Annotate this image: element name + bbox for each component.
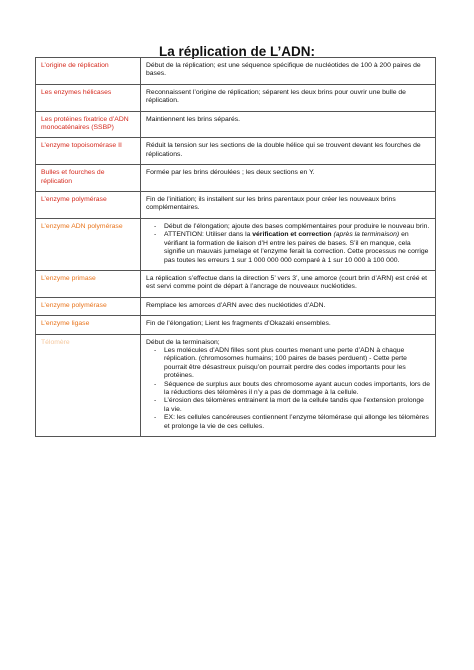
definition-cell: Début de la réplication; est une séquence spécifique de nucléotides de 100 à 200 paires de bases. <box>141 58 436 85</box>
replication-table <box>35 57 436 437</box>
definition-cell: Maintiennent les brins séparés. <box>141 111 436 138</box>
definition-cell: Fin de l’élongation; Lient les fragments d’Okazaki ensembles. <box>141 316 436 334</box>
table-row <box>36 334 436 436</box>
list-item-text: en vérifiant la formation de liaison d’H entre les paires de bases. S’il en manque, cela signifie un mauvais jumelage et l’enzyme ferait la correction. Cette processus ne corrige pas toutes les erreurs 1 sur 1 000 000 000 comparé à 1 sur 10 000 à 100 000. <box>164 231 429 264</box>
list-item: - L’érosion des télomères entrainent la mort de la cellule tandis que l’extension prolonge la vie. <box>146 397 430 414</box>
definition-cell: La réplication s’effectue dans la direction 5’ vers 3’, une amorce (court brin d’ARN) est créé et est servi comme point de départ à l’ancrage de nouveaux nucléotides. <box>141 270 436 297</box>
list-item-text: Début de l’élongation; ajoute des bases complémentaires pour produire le nouveau brin. <box>164 222 430 230</box>
italic-text: (après la terminaison) <box>331 231 400 239</box>
table-row <box>36 84 436 111</box>
term-cell: L’origine de réplication <box>36 58 141 85</box>
table-row <box>36 297 436 315</box>
list-item: - Séquence de surplus aux bouts des chromosome ayant aucun codes importants, lors de la réductions des télomères il n’y a pas de dommage à la cellule. <box>146 381 430 398</box>
page-title: La réplication de L’ADN: <box>158 44 316 59</box>
table-row <box>36 192 436 219</box>
definition-list <box>146 347 430 431</box>
table-row <box>36 270 436 297</box>
definition-cell: Reconnaissent l’origine de réplication; séparent les deux brins pour ouvrir une bulle de réplication. <box>141 84 436 111</box>
definition-cell: Formée par les brins déroulées ; les deux sections en Y. <box>141 165 436 192</box>
term-cell: Les protéines fixatrice d’ADN monocaténaires (SSBP) <box>36 111 141 138</box>
definition-intro: Début de la terminaison; <box>146 338 220 346</box>
definition-cell: Fin de l’initiation; ils installent sur les brins parentaux pour créer les nouveaux brins complémentaires. <box>141 192 436 219</box>
definition-cell <box>141 334 436 436</box>
term-cell: L’enzyme polymérase <box>36 297 141 315</box>
term-cell: L’enzyme polymérase <box>36 192 141 219</box>
table-row <box>36 58 436 85</box>
list-item: - Les molécules d’ADN filles sont plus courtes menant une perte d’ADN à chaque réplication. (chromosomes humains; 100 paires de bases perduent) - Cette perte pourrait être désastreux puisqu’on pourrait perdre des codes importants pour les protéines. <box>146 347 430 381</box>
table-row <box>36 218 436 270</box>
term-cell: Bulles et fourches de réplication <box>36 165 141 192</box>
table-row <box>36 165 436 192</box>
term-cell: L’enzyme primase <box>36 270 141 297</box>
table-row <box>36 316 436 334</box>
term-cell: L’enzyme ligase <box>36 316 141 334</box>
term-cell: L’enzyme topoisomérase II <box>36 138 141 165</box>
table-row <box>36 138 436 165</box>
definition-cell: Remplace les amorces d’ARN avec des nucléotides d’ADN. <box>141 297 436 315</box>
list-item <box>146 223 430 231</box>
term-cell: Télomère <box>36 334 141 436</box>
table-row <box>36 111 436 138</box>
bold-text: vérification et correction <box>252 231 332 239</box>
definition-cell: Réduit la tension sur les sections de la double hélice qui se trouvent devant les fourches de réplications. <box>141 138 436 165</box>
list-item: - EX: les cellules cancéreuses contiennent l’enzyme télomérase qui allonge les télomères et prolonge la vie de ces cellules. <box>146 414 430 431</box>
term-cell: Les enzymes hélicases <box>36 84 141 111</box>
definition-cell <box>141 218 436 270</box>
list-item <box>146 231 430 265</box>
list-item-text: ATTENTION: Utiliser dans la <box>164 231 253 239</box>
term-cell: L’enzyme ADN polymérase <box>36 218 141 270</box>
definition-list <box>146 223 430 265</box>
